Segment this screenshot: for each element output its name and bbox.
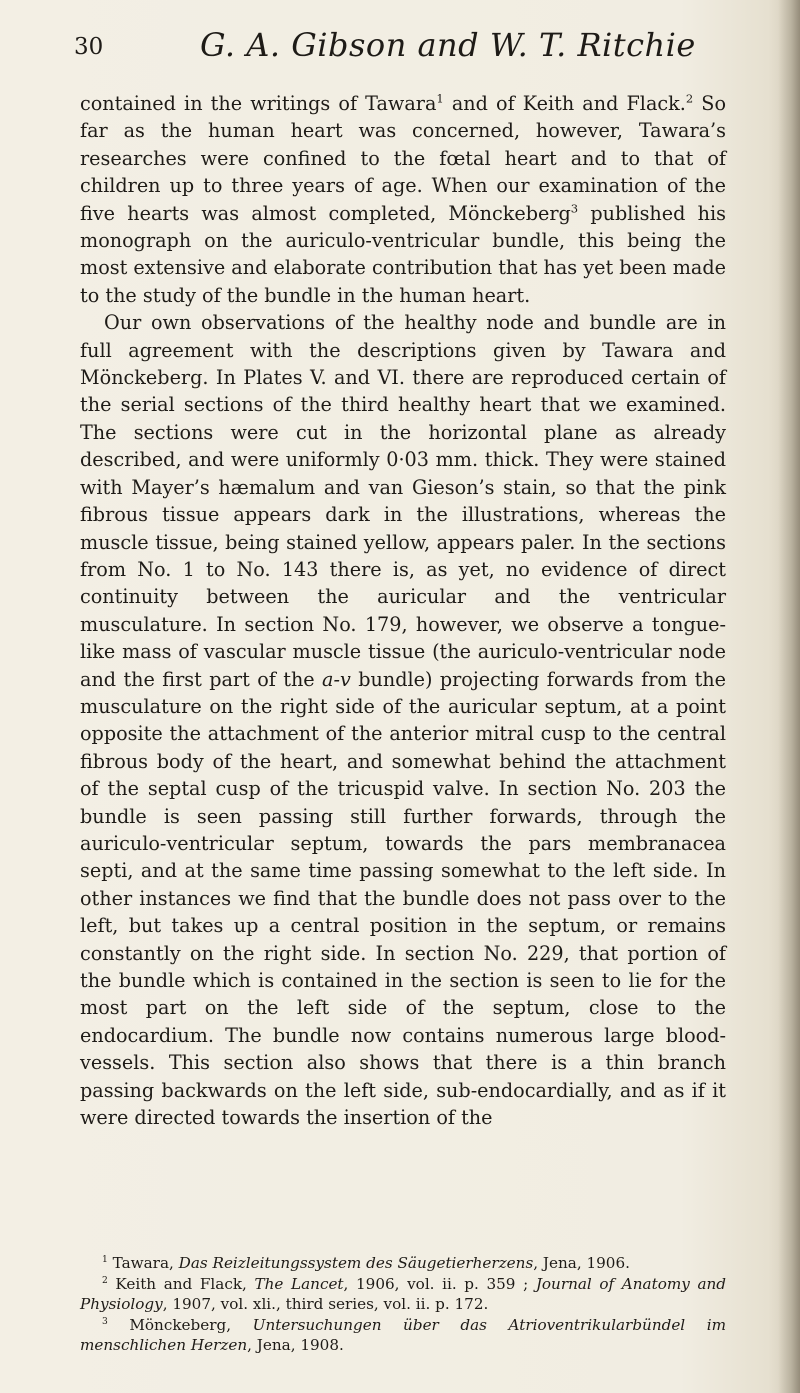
text-run: contained in the writings of Tawara (80, 92, 437, 115)
footnote-text: , 1906, vol. ii. p. 359 ; (343, 1274, 536, 1293)
footnote-text: Tawara, (107, 1254, 179, 1272)
footnote-marker: 1 (102, 1254, 108, 1265)
text-run: Our own observations of the healthy node and bundle are in full agreement with the descriptions given by Tawara and Mönckeberg. In Plates V. and VI. there are reproduced certain of the serial sections of the third healthy heart that we examined. The sections were cut in the horizontal plane as already described, and were uniformly 0·03 mm. thick. They were stained with Mayer’s hæmalum and van Gieson’s stain, so that the pink fibrous tissue appears dark in the illustrations, whereas the muscle tissue, being stained yellow, appears paler. In the sections from No. 1 to No. 143 there is, as yet, no evidence of direct continuity between the auricular and the ventricular musculature. In section No. 179, however, we observe a tongue-like mass of vascular muscle tissue (the auriculo-ventricular node and the first part of the (80, 311, 726, 691)
body-text (80, 90, 726, 1131)
page-header (74, 26, 724, 76)
footnote-text: , 1907, vol. xli., third series, vol. ii. p. 172. (162, 1295, 489, 1314)
footnote-title: Untersuchungen über das Atrioventrikularbündel im menschlichen Herzen (80, 1315, 726, 1355)
footnote-text: , Jena, 1908. (247, 1336, 344, 1355)
running-head: G. A. Gibson and W. T. Ritchie (200, 26, 696, 64)
italic-term: a-v (322, 667, 351, 691)
page-number: 30 (74, 34, 104, 60)
text-run: bundle) projecting forwards from the musculature on the right side of the auricular septum, at a point opposite the attachment of the anterior mitral cusp to the central fibrous body of the heart, and somewhat behind the attachment of the septal cusp of the tricuspid valve. In section No. 203 the bundle is seen passing still further forwards, through the auriculo-ventricular septum, towards the pars membranacea septi, and at the same time passing somewhat to the left side. In other instances we find that the bundle does not pass over to the left, but takes up a central position in the septum, or remains constantly on the right side. In section No. 229, that portion of the bundle which is contained in the section is seen to lie for the most part on the left side of the septum, close to the endocardium. The bundle now contains numerous large blood-vessels. This section also shows that there is a thin branch passing backwards on the left side, sub-endocardially, and as if it were directed towards the insertion of the (80, 667, 726, 1130)
footnote-ref-1: 1 (436, 91, 444, 106)
paragraph-1 (80, 90, 726, 309)
paragraph-2 (80, 309, 726, 1131)
footnote-text: , Jena, 1906. (533, 1254, 630, 1272)
text-run: and of Keith and Flack. (443, 92, 686, 115)
footnote-ref-2: 2 (685, 91, 694, 106)
footnote-1 (80, 1253, 726, 1274)
footnote-marker: 2 (102, 1275, 108, 1286)
footnote-title: The Lancet (254, 1274, 344, 1293)
text-run: So far as the human heart was concerned, however, Tawara’s researches were confined to the fœtal heart and to that of children up to three years of age. When our examination of the five hearts was almost completed, Mönckeberg (80, 92, 727, 225)
footnote-text: Keith and Flack, (107, 1274, 255, 1293)
footnote-ref-3: 3 (570, 201, 579, 216)
footnotes (80, 1253, 726, 1356)
footnote-title: Das Reizleitungssystem des Säugetierherzens (178, 1254, 534, 1272)
page-edge-shadow (778, 0, 800, 1393)
footnote-marker: 3 (102, 1316, 108, 1327)
footnote-3 (80, 1315, 726, 1356)
footnote-title: Journal of Anatomy and Physiology (80, 1274, 726, 1314)
footnote-2 (80, 1274, 726, 1315)
footnote-text: Mönckeberg, (107, 1315, 253, 1334)
text-run: published his monograph on the auriculo-ventricular bundle, this being the most extensive and elaborate contribution that has yet been made to the study of the bundle in the human heart. (80, 201, 726, 307)
